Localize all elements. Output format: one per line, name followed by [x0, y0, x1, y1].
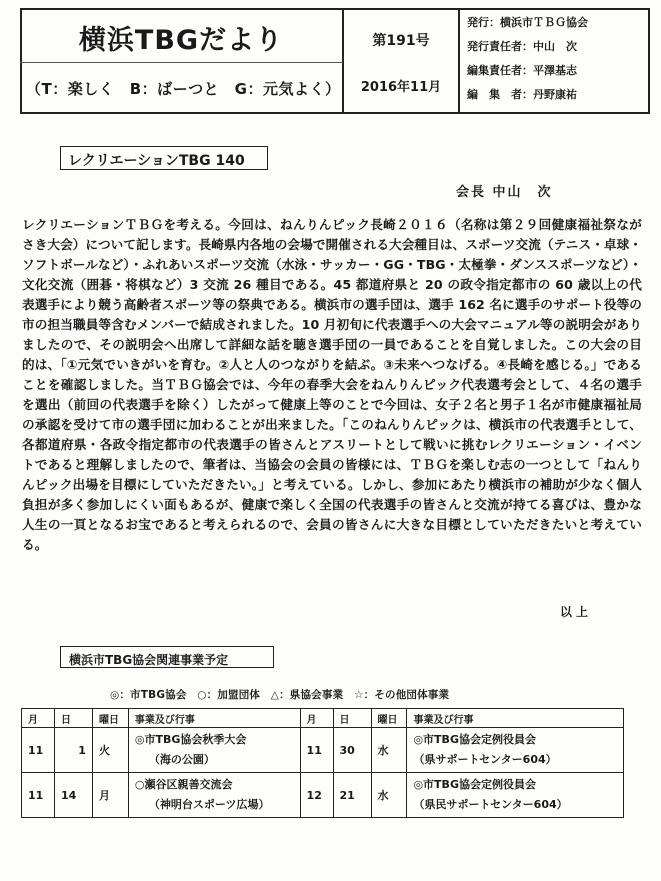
event-name: ◎市TBG協会秋季大会	[134, 733, 247, 746]
masthead-divider	[458, 8, 460, 114]
col-event: 事業及び行事	[128, 709, 300, 728]
cell-day: 1	[54, 728, 92, 773]
event-place: （神明台スポーツ広場）	[148, 798, 270, 811]
event-place: （県民サポートセンター604）	[413, 798, 568, 811]
cell-weekday: 月	[92, 773, 128, 818]
cell-event	[407, 728, 624, 773]
col-month: 月	[300, 709, 333, 728]
cell-weekday: 水	[371, 728, 407, 773]
schedule-table	[21, 708, 624, 818]
newsletter-subtitle: （T：楽しく B：ばーつと G：元気よく）	[26, 80, 341, 98]
schedule-legend: ◎：市TBG協会 ○：加盟団体 △：県協会事業 ☆：その他団体事業	[110, 689, 450, 701]
cell-event	[407, 773, 624, 818]
credit-editing-manager: 編集責任者：平澤基志	[467, 64, 577, 77]
col-weekday: 曜日	[371, 709, 407, 728]
cell-event	[128, 728, 300, 773]
col-month: 月	[22, 709, 55, 728]
issue-date: 2016年11月	[360, 80, 442, 95]
cell-event	[128, 773, 300, 818]
cell-day: 21	[333, 773, 371, 818]
event-name: ○瀬谷区親善交流会	[134, 778, 233, 791]
newsletter-title: 横浜TBGだより	[78, 25, 284, 56]
cell-weekday: 火	[92, 728, 128, 773]
event-place: （県サポートセンター604）	[413, 753, 557, 766]
credit-publishing-manager: 発行責任者：中山 次	[467, 40, 577, 53]
event-name: ◎市TBG協会定例役員会	[413, 733, 536, 746]
schedule-heading: 横浜市TBG協会関連事業予定	[60, 646, 274, 668]
cell-month: 12	[300, 773, 333, 818]
article-closing: 以上	[560, 605, 593, 619]
article-body: レクリエーションＴＢＧを考える。今回は、ねんりんピック長崎２０１６（名称は第２９回健康福祉祭ながさき大会）について記します。長崎県内各地の会場で開催される大会種目は、スポーツ交流（テニス・卓球・ソフトボールなど）・ふれあいスポーツ交流（水泳・サッカー・GG・TBG・太極拳・ダンススポーツなど）・文化交流（囲碁・将棋など）3 交流 26 種目である。45 都道府県と 20 の政令指定都市の 60 歳以上の代表選手により競う高齢者スポーツ等の祭典である。横浜市の選手団は、選手 162 名に選手のサポート役等の市の担当職員等含むメンバーで結成されました。10 月初旬に代表選手への大会マニュアル等の説明会がありましたので、その説明会へ出席して詳細な話を聴き選手団の一員であることを自覚しました。この大会の目的は、「①元気でいきがいを育む。②人と人のつながりを結ぶ。③未来へつなげる。④長崎を感じる。」であることを確認しました。当ＴＢＧ協会では、今年の春季大会をねんりんピック代表選考会として、４名の選手を選出（前回の代表選手を除く）したがって健康上等のことで今回は、女子２名と男子１名が市健康福祉局の承認を受けて市の選手団に加わることが出来ました。「このねんりんピックは、横浜市の代表選手として、各都道府県・各政令指定都市の代表選手の皆さんとアスリートとして戦いに挑むレクリエーション・イベントであると理解しましたので、筆者は、当協会の会員の皆様には、ＴＢＧを楽しむ志の一つとして「ねんりんピック出場を目標にしていただきたい。」と考えている。しかし、参加にあたり横浜市の補助が少なく個人負担が多く参加しにくい面もあるが、健康で楽しく全国の代表選手の皆さんと交流が持てる喜びは、豊かな人生の一頁となるお宝であると考えられるので、会員の皆さんに大きな目標としていただきたいと考えている。	[22, 217, 642, 552]
masthead-divider	[342, 8, 344, 114]
col-day: 日	[54, 709, 92, 728]
table-header-row	[22, 709, 624, 728]
cell-day: 30	[333, 728, 371, 773]
cell-weekday: 水	[371, 773, 407, 818]
cell-day: 14	[54, 773, 92, 818]
col-weekday: 曜日	[92, 709, 128, 728]
event-name: ◎市TBG協会定例役員会	[413, 778, 536, 791]
credit-publisher: 発行：横浜市ＴＢＧ協会	[467, 16, 588, 29]
article-author: 会長 中山 次	[456, 185, 553, 200]
cell-month: 11	[22, 773, 55, 818]
col-day: 日	[333, 709, 371, 728]
credit-editor: 編 集 者：丹野康祐	[467, 88, 577, 101]
table-row	[22, 773, 624, 818]
cell-month: 11	[300, 728, 333, 773]
event-place: （海の公園）	[148, 753, 215, 766]
article-heading: レクリエーションTBG 140	[60, 146, 268, 170]
table-row	[22, 728, 624, 773]
masthead-divider	[20, 62, 343, 63]
issue-number: 第191号	[372, 33, 430, 49]
col-event: 事業及び行事	[407, 709, 624, 728]
cell-month: 11	[22, 728, 55, 773]
